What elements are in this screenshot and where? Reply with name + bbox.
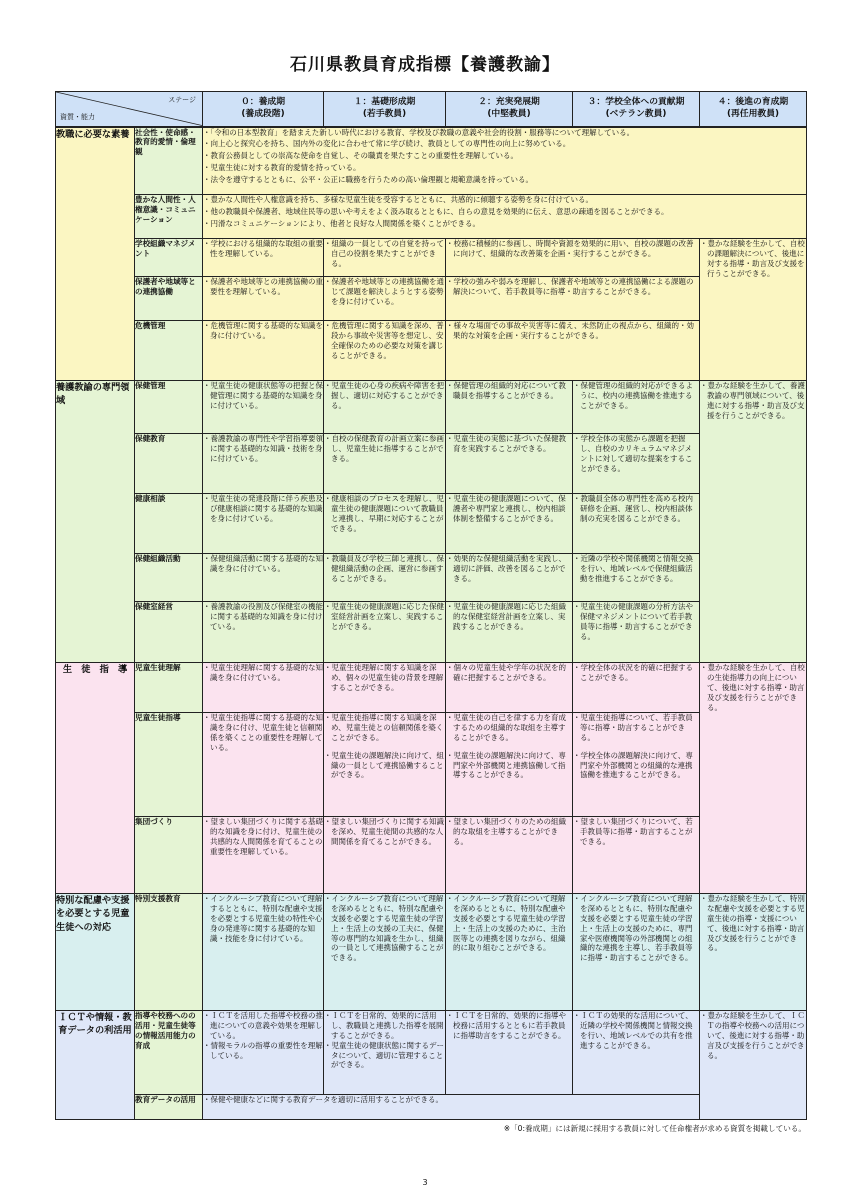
item-text: ・児童生徒の自己を律する力を育成するための組織的な取組を主導することができる。 xyxy=(446,713,566,742)
item-text: ・豊かな経験を生かして、自校の生徒指導力の向上について、後進に対する指導・助言及び支援を行うことができる。 xyxy=(700,663,805,712)
stage-label: ステージ xyxy=(168,96,196,104)
item-text: ・児童生徒の健康課題に応じた組織的な保健室経営計画を立案し、実践することができる。 xyxy=(446,602,566,631)
stage-3-cell xyxy=(573,602,700,663)
table-row xyxy=(56,494,807,554)
page-number: 3 xyxy=(422,1178,428,1187)
stage-name: ３：学校全体への貢献期 xyxy=(587,96,685,107)
subcategory-cell: 豊かな人間性・人権意識・コミュニケーション xyxy=(135,195,203,239)
item-text: ・学校全体の課題解決に向けて、専門家や外部機関との組織的な連携協働を推進することができる。 xyxy=(573,750,693,780)
stage-name: ０：養成期 xyxy=(241,96,285,107)
item-text: ・保護者や地域等との連携協働の重要性を理解している。 xyxy=(203,277,323,296)
table-row xyxy=(56,321,807,381)
stage-name: １：基礎形成期 xyxy=(353,96,416,107)
item-text: ・保健組織活動に関する基礎的な知識を身に付けている。 xyxy=(203,554,323,573)
item-text: ・児童生徒の健康課題の分析方法や保健マネジメントについて若手教員等に指導・助言することができる。 xyxy=(573,602,693,641)
subcategory-cell: 危機管理 xyxy=(135,321,203,381)
table-row xyxy=(56,713,807,817)
stage-1-cell xyxy=(324,817,446,894)
stage-0-header xyxy=(203,92,324,127)
stage-1-cell xyxy=(324,321,446,381)
item-text: ・児童生徒の健康状態等の把握と保健管理に関する基礎的な知識を身に付けている。 xyxy=(203,381,323,410)
item-text: ・円滑なコミュニケーションにより、他者と良好な人間関係を築くことができる。 xyxy=(203,218,481,228)
stage-0-cell xyxy=(203,321,324,381)
stage-0-cell xyxy=(203,434,324,494)
stage-0-cell xyxy=(203,554,324,602)
table-row xyxy=(56,381,807,434)
item-text: ・保護者や地域等との連携協働を通じて課題を解決しようとする姿勢を身に付けている。 xyxy=(324,277,444,306)
item-text: ・様々な場面での事故や災害等に備え、未然防止の視点から、組織的・効果的な対策を企画・実行することができる。 xyxy=(446,321,694,340)
stage-1-cell xyxy=(324,554,446,602)
stage-1-cell xyxy=(324,434,446,494)
stage-2-header xyxy=(446,92,573,127)
subcategory-cell: 保健管理 xyxy=(135,381,203,434)
table-row xyxy=(56,127,807,195)
page-title: 石川県教員育成指標【養護教諭】 xyxy=(290,55,560,75)
stage-1-cell xyxy=(324,494,446,554)
subcategory-cell: 保健教育 xyxy=(135,434,203,494)
stage-3-header xyxy=(573,92,700,127)
stage-4-cell xyxy=(700,1011,807,1120)
item-text: ・保健や健康などに関する教育データを適切に活用することができる。 xyxy=(203,1095,443,1104)
item-text: ・「令和の日本型教育」を踏まえた新しい時代における教育、学校及び教職の意義や社会的役割・服務等について理解している。 xyxy=(203,127,635,137)
stage-2-cell xyxy=(446,817,573,894)
stage-4-cell xyxy=(700,894,807,1011)
subcategory-cell: 学校組織マネジメント xyxy=(135,239,203,277)
item-text: ・インクルーシブ教育について理解を深めるとともに、特別な配慮や支援を必要とする児童生徒の学習上・生活上の支援のために、主治医等との連携を図りながら、組織的に取り組むことができる。 xyxy=(446,894,566,953)
table-row xyxy=(56,894,807,1011)
shared-cell xyxy=(203,1095,700,1120)
table-row xyxy=(56,239,807,277)
stage-0-cell xyxy=(203,239,324,277)
item-text: ・学校全体の状況を的確に把握することができる。 xyxy=(573,663,693,682)
stage-1-cell xyxy=(324,1011,446,1095)
item-text: ・危機管理に関する知識を深め、普段から事故や災害等を想定し、安全確保のための必要な対策を講じることができる。 xyxy=(324,321,444,360)
item-text: ・児童生徒の健康課題について、保護者や専門家と連携し、校内相談体制を整備することができる。 xyxy=(446,494,566,523)
subcategory-cell: 指導や校務へのの活用・児童生徒等の情報活用能力の育成 xyxy=(135,1011,203,1095)
item-text: ・児童生徒の課題解決に向けて、組織の一員として連携協働することができる。 xyxy=(324,750,444,780)
stage-1-header xyxy=(324,92,446,127)
item-text: ・望ましい集団づくりに関する知識を深め、児童生徒間の共感的な人間関係を育てることができる。 xyxy=(324,817,444,846)
item-text: ・望ましい集団づくりに関する基礎的な知識を身に付け、児童生徒の共感的な人間関係を育てることの重要性を理解している。 xyxy=(203,817,323,856)
stage-2-cell xyxy=(446,663,573,713)
item-text: ・望ましい集団づくりのための組織的な取組を主導することができる。 xyxy=(446,817,566,846)
stage-0-cell xyxy=(203,381,324,434)
item-text: ・養護教諭の専門性や学習指導要領に関する基礎的な知識・技術を身に付けている。 xyxy=(203,434,323,463)
stage-2-cell xyxy=(446,713,573,817)
item-text: ・児童生徒理解に関する知識を深め、個々の児童生徒の背景を理解することができる。 xyxy=(324,663,444,692)
stage-1-cell xyxy=(324,663,446,713)
item-text: ・児童生徒指導に関する基礎的な知識を身に付け、児童生徒と信頼関係を築くことの重要性を理解している。 xyxy=(203,713,323,752)
item-text: ・ＩＣＴを活用した指導や校務の推進についての意義や効果を理解している。 xyxy=(203,1011,323,1040)
stage-0-cell xyxy=(203,894,324,1011)
item-text: ・他の教職員や保護者、地域住民等の思いや考えをよく汲み取るとともに、自らの意見を効果的に伝え、意思の疎通を図ることができる。 xyxy=(203,206,669,216)
item-text: ・教職員全体の専門性を高める校内研修を企画、運営し、校内相談体制の充実を図ることができる。 xyxy=(573,494,693,523)
subcategory-cell: 保健室経営 xyxy=(135,602,203,663)
stage-0-cell xyxy=(203,277,324,321)
item-text: ・学校全体の実態から課題を把握し、自校のカリキュラムマネジメントに対して適切な提案をすることができる。 xyxy=(573,434,693,473)
stage-4-cell xyxy=(700,239,807,381)
item-text: ・児童生徒理解に関する基礎的な知識を身に付けている。 xyxy=(203,663,323,682)
item-text: ・近隣の学校や関係機関と情報交換を行い、地域レベルで保健組織活動を推進することができる。 xyxy=(573,554,693,583)
stage-sub: (中堅教員) xyxy=(487,108,531,119)
stage-1-cell xyxy=(324,239,446,277)
stage-3-cell xyxy=(573,554,700,602)
item-text: ・豊かな経験を生かして、特別な配慮や支援を必要とする児童生徒の指導・支援について、後進に対する指導・助言及び支援を行うことができる。 xyxy=(700,894,805,953)
category-cell: 生 徒 指 導 xyxy=(56,663,135,894)
item-text: ・学校における組織的な取組の重要性を理解している。 xyxy=(203,239,323,258)
indicator-table xyxy=(55,91,807,1120)
table-row xyxy=(56,1011,807,1095)
table-row xyxy=(56,195,807,239)
item-text: ・インクルーシブ教育について理解するとともに、特別な配慮や支援を必要とする児童生徒の特性や心身の発達等に関する基礎的な知識・技能を身に付けている。 xyxy=(203,894,323,943)
item-text: ・児童生徒指導について、若手教員等に指導・助言することができる。 xyxy=(573,713,693,742)
table-row xyxy=(56,277,807,321)
item-text: ・校務に積極的に参画し、時間や資源を効果的に用い、自校の課題の改善に向けて、組織的な改善策を企画・実行することができる。 xyxy=(446,239,694,258)
item-text: ・ＩＣＴを日常的、効果的に活用し、教職員と連携した指導を展開することができる。 xyxy=(324,1011,444,1040)
stage-1-cell xyxy=(324,602,446,663)
category-cell: 特別な配慮や支援を必要とする児童生徒への対応 xyxy=(56,894,135,1011)
item-text: ・児童生徒の課題解決に向けて、専門家や外部機関と連携協働して指導することができる。 xyxy=(446,750,566,780)
stage-0-cell xyxy=(203,663,324,713)
stage-4-cell xyxy=(700,663,807,894)
table-row xyxy=(56,663,807,713)
stage-2-3-cell xyxy=(446,239,700,277)
subcategory-cell: 集団づくり xyxy=(135,817,203,894)
subcategory-cell: 保護者や地域等との連携協働 xyxy=(135,277,203,321)
stage-0-cell xyxy=(203,1011,324,1095)
skill-label: 資質・能力 xyxy=(60,113,95,122)
item-text: ・望ましい集団づくりについて、若手教員等に指導・助言することができる。 xyxy=(573,817,693,846)
item-text: ・児童生徒に対する教育的愛情を持っている。 xyxy=(203,163,361,173)
item-text: ・教職員及び学校三師と連携し、保健組織活動の企画、運営に参画することができる。 xyxy=(324,554,444,583)
item-text: ・情報モラルの指導の重要性を理解している。 xyxy=(203,1040,323,1060)
item-text: ・インクルーシブ教育について理解を深めるとともに、特別な配慮や支援を必要とする児童生徒の学習上・生活上の支援のために、専門家や医療機関等の外部機関との組織的な連携を主導し、若手教員等に指導・助言することができる。 xyxy=(573,894,693,963)
item-text: ・健康相談のプロセスを理解し、児童生徒の健康課題について教職員と連携し、早期に対応することができる。 xyxy=(324,494,444,533)
stage-sub: (ベテラン教員) xyxy=(605,108,667,119)
subcategory-cell: 社会性・使命感・教育的愛情・倫理観 xyxy=(135,127,203,195)
table-row xyxy=(56,434,807,494)
stage-sub: (若手教員) xyxy=(362,108,407,119)
header-corner xyxy=(56,92,203,127)
shared-cell xyxy=(203,195,807,239)
item-text: ・教育公務員としての崇高な使命を自覚し、その職責を果たすことの重要性を理解している。 xyxy=(203,151,518,161)
stage-1-cell xyxy=(324,381,446,434)
stage-2-3-cell xyxy=(446,277,700,321)
stage-2-cell xyxy=(446,554,573,602)
item-text: ・豊かな経験を生かして、ＩＣＴの指導や校務への活用について、後進に対する指導・助言及び支援を行うことができる。 xyxy=(700,1011,805,1060)
stage-3-cell xyxy=(573,494,700,554)
item-text: ・児童生徒の健康状態に関するデータについて、適切に管理することができる。 xyxy=(324,1040,444,1070)
stage-1-cell xyxy=(324,277,446,321)
item-text: ・学校の強みや弱みを理解し、保護者や地域等との連携協働による課題の解決について、若手教員等に指導・助言することができる。 xyxy=(446,277,694,296)
stage-0-cell xyxy=(203,602,324,663)
subcategory-cell: 健康相談 xyxy=(135,494,203,554)
footnote: ※「0:養成期」には新規に採用する教員に対して任命権者が求める資質を掲載している。 xyxy=(503,1124,806,1133)
item-text: ・向上心と探究心を持ち、国内外の変化に合わせて常に学び続け、教員としての専門性の向上に努めている。 xyxy=(203,139,571,149)
item-text: ・豊かな経験を生かして、自校の課題解決について、後進に対する指導・助言及び支援を行うことができる。 xyxy=(700,239,805,278)
table-row xyxy=(56,602,807,663)
stage-1-cell xyxy=(324,713,446,817)
item-text: ・ＩＣＴの効果的な活用について、近隣の学校や関係機関と情報交換を行い、地域レベルでの共有を推進することができる。 xyxy=(573,1011,693,1050)
stage-2-cell xyxy=(446,1011,573,1095)
item-text: ・個々の児童生徒や学年の状況を的確に把握することができる。 xyxy=(446,663,566,682)
stage-2-cell xyxy=(446,434,573,494)
stage-2-cell xyxy=(446,494,573,554)
subcategory-cell: 児童生徒理解 xyxy=(135,663,203,713)
stage-2-3-cell xyxy=(446,321,700,381)
stage-name: ２：充実発展期 xyxy=(478,96,540,107)
table-row xyxy=(56,554,807,602)
item-text: ・組織の一員としての自覚を持って自己の役割を果たすことができる。 xyxy=(324,239,444,268)
shared-cell xyxy=(203,127,807,195)
stage-3-cell xyxy=(573,894,700,1011)
stage-2-cell xyxy=(446,602,573,663)
subcategory-cell: 児童生徒指導 xyxy=(135,713,203,817)
stage-4-cell xyxy=(700,381,807,663)
table-row xyxy=(56,817,807,894)
item-text: ・児童生徒指導に関する知識を深め、児童生徒との信頼関係を築くことができる。 xyxy=(324,713,444,742)
category-cell: 教職に必要な素養 xyxy=(56,127,135,381)
item-text: ・児童生徒の発達段階に伴う疾患及び健康相談に関する基礎的な知識を身に付けている。 xyxy=(203,494,323,523)
item-text: ・養護教諭の役割及び保健室の機能に関する基礎的な知識を身に付けている。 xyxy=(203,602,323,631)
item-text: ・法令を遵守するとともに、公平・公正に職務を行うための高い倫理観と規範意識を持っている。 xyxy=(203,175,533,185)
stage-1-cell xyxy=(324,894,446,1011)
item-text: ・効果的な保健組織活動を実践し、適切に評価、改善を図ることができる。 xyxy=(446,554,566,583)
item-text: ・保健管理の組織的対応ができるように、校内の連携協働を推進することができる。 xyxy=(573,381,693,410)
item-text: ・保健管理の組織的対応について教職員を指導することができる。 xyxy=(446,381,566,400)
header-row xyxy=(56,92,807,127)
item-text: ・インクルーシブ教育について理解を深めるとともに、特別な配慮や支援を必要とする児童生徒の学習上・生活上の支援の工夫に、保健等の専門的な知識を生かし、組織の一員として連携協働することができる。 xyxy=(324,894,444,963)
stage-4-header xyxy=(700,92,807,127)
item-text: ・豊かな経験を生かして、養護教諭の専門領域について、後進に対する指導・助言及び支援を行うことができる。 xyxy=(700,381,805,420)
category-cell: 養護教諭の専門領域 xyxy=(56,381,135,663)
stage-3-cell xyxy=(573,817,700,894)
item-text: ・児童生徒の心身の疾病や障害を把握し、適切に対応することができる。 xyxy=(324,381,444,410)
category-cell: ＩＣＴや情報・教育データの利活用 xyxy=(56,1011,135,1120)
item-text: ・豊かな人間性や人権意識を持ち、多様な児童生徒を受容するとともに、共感的に傾聴する姿勢を身に付けている。 xyxy=(203,195,593,204)
stage-sub: (再任用教員) xyxy=(726,108,780,119)
item-text: ・児童生徒の健康課題に応じた保健室経営計画を立案し、実践することができる。 xyxy=(324,602,444,631)
item-text: ・ＩＣＴを日常的、効果的に指導や校務に活用するとともに若手教員に指導助言をすることができる。 xyxy=(446,1011,566,1040)
stage-3-cell xyxy=(573,713,700,817)
stage-3-cell xyxy=(573,434,700,494)
item-text: ・自校の保健教育の計画立案に参画し、児童生徒に指導することができる。 xyxy=(324,434,444,463)
stage-sub: (養成段階) xyxy=(241,108,285,119)
stage-2-cell xyxy=(446,381,573,434)
subcategory-cell: 特別支援教育 xyxy=(135,894,203,1011)
stage-0-cell xyxy=(203,817,324,894)
stage-3-cell xyxy=(573,1011,700,1095)
item-text: ・児童生徒の実態に基づいた保健教育を実践することができる。 xyxy=(446,434,566,453)
stage-name: ４：後進の育成期 xyxy=(717,96,789,107)
stage-0-cell xyxy=(203,713,324,817)
table-row xyxy=(56,1095,807,1120)
subcategory-cell: 教育データの活用 xyxy=(135,1095,203,1120)
subcategory-cell: 保健組織活動 xyxy=(135,554,203,602)
stage-2-cell xyxy=(446,894,573,1011)
item-text: ・危機管理に関する基礎的な知識を身に付けている。 xyxy=(203,321,323,340)
stage-3-cell xyxy=(573,663,700,713)
stage-0-cell xyxy=(203,494,324,554)
stage-3-cell xyxy=(573,381,700,434)
